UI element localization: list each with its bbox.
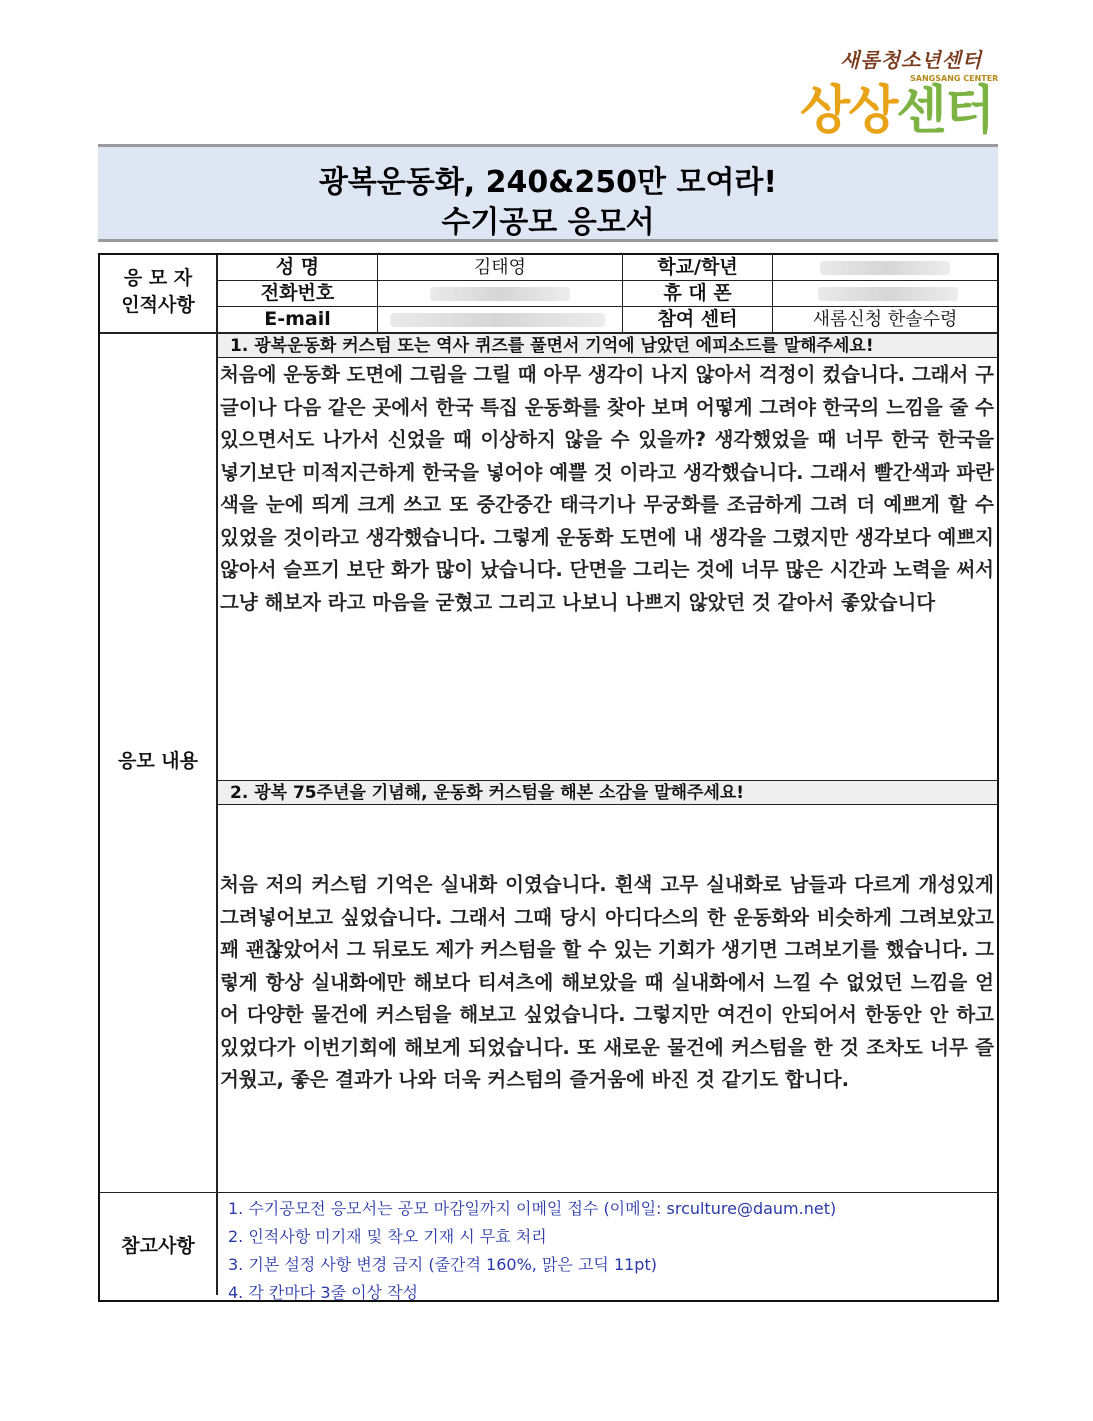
- logo-main-text: [800, 68, 993, 143]
- note-item: 4. 각 칸마다 3줄 이상 작성: [228, 1283, 418, 1302]
- answer-2: 처음 저의 커스텀 기억은 실내화 이였습니다. 흰색 고무 실내화로 남들과 다르게 개성있게 그려넣어보고 싶었습니다. 그래서 그때 당시 아디다스의 한 운동화와 비슷하게 그려보았고 꽤 괜찮았어서 그 뒤로도 제가 커스텀을 할 수 있는 기회가 생기면 그려보기를 했습니다. 그렇게 항상 실내화에만 해보다 티셔츠에 해보았을 때 실내화에서 느낄 수 없었던 느낌을 얻어 다양한 물건에 커스텀을 해보고 싶었습니다. 그렇지만 여건이 안되어서 한동안 안 하고 있었다가 이번기회에 해보게 되었습니다. 또 새로운 물건에 커스텀을 한 것 조차도 너무 즐거웠고, 좋은 결과가 나와 더욱 커스텀의 즐거움에 바진 것 같기도 합니다.: [220, 873, 994, 1091]
- note-item: 3. 기본 설정 사항 변경 금지 (줄간격 160%, 맑은 고딕 11pt): [228, 1255, 657, 1274]
- note-item: 1. 수기공모전 응모서는 공모 마감일까지 이메일 접수 (이메일: srculture@daum.net): [228, 1199, 837, 1218]
- title-line-1: 광복운동화, 240&250만 모여라!: [318, 165, 778, 200]
- name-label: 성 명: [275, 256, 320, 278]
- application-form: [98, 253, 999, 1302]
- logo-top-text: 새롬청소년센터: [840, 48, 983, 72]
- name-value: 김태영: [473, 257, 527, 278]
- title-box: [98, 144, 998, 242]
- email-label: E-mail: [264, 308, 331, 330]
- logo-main-b: 센터: [896, 81, 993, 141]
- logo-sub-text: SANGSANG CENTER: [910, 74, 999, 83]
- notes-section-label: 참고사항: [121, 1235, 195, 1257]
- redacted-mobile: [818, 287, 958, 301]
- mobile-label: 휴 대 폰: [663, 282, 732, 304]
- content-section-bottom: [100, 1192, 997, 1193]
- center-label: 참여 센터: [657, 308, 738, 330]
- center-logo: [800, 40, 1000, 140]
- title-line-2: 수기공모 응모서: [441, 205, 655, 240]
- answer-1: 처음에 운동화 도면에 그림을 그릴 때 아무 생각이 나지 않아서 걱정이 컸습니다. 그래서 구글이나 다음 같은 곳에서 한국 특집 운동화를 찾아 보며 어떻게 그려야 한국의 느낌을 줄 수 있으면서도 나가서 신었을 때 이상하지 않을 수 있을까? 생각했었을 때 너무 한국 한국을 넣기보단 미적지근하게 한국을 넣어야 예쁠 것 이라고 생각했습니다. 그래서 빨간색과 파란색을 눈에 띄게 크게 쓰고 또 중간중간 태극기나 무궁화를 조금하게 그려 더 예쁘게 할 수 있었을 것이라고 생각했습니다. 그렇게 운동화 도면에 내 생각을 그렸지만 생각보다 예쁘지 않아서 슬프기 보단 화가 많이 났습니다. 단면을 그리는 것에 너무 많은 시간과 노력을 써서 그냥 해보자 라고 마음을 굳혔고 그리고 나보니 나쁘지 않았던 것 같아서 좋았습니다: [220, 363, 995, 614]
- question-1: 1. 광복운동화 커스텀 또는 역사 퀴즈를 풀면서 기억에 남았던 에피소드를 말해주세요!: [218, 334, 997, 358]
- school-label: 학교/학년: [657, 256, 738, 278]
- applicant-label-line-1: 응 모 자: [123, 267, 193, 289]
- note-item: 2. 인적사항 미기재 및 착오 기재 시 무효 처리: [228, 1227, 547, 1246]
- applicant-label-line-2: 인적사항: [121, 294, 195, 316]
- left-column-divider: [216, 255, 218, 1295]
- redacted-email: [390, 313, 605, 327]
- phone-label: 전화번호: [260, 282, 335, 304]
- notes-list: [228, 1195, 988, 1307]
- applicant-section-label: [100, 265, 216, 319]
- redacted-school: [820, 261, 950, 275]
- center-value: 새롬신청 한솔수령: [812, 309, 958, 330]
- logo-main-a: 상상: [800, 81, 897, 141]
- question-2: 2. 광복 75주년을 기념해, 운동화 커스텀을 해본 소감을 말해주세요!: [218, 781, 997, 805]
- redacted-phone: [430, 287, 570, 301]
- content-section-label: 응모 내용: [117, 750, 199, 772]
